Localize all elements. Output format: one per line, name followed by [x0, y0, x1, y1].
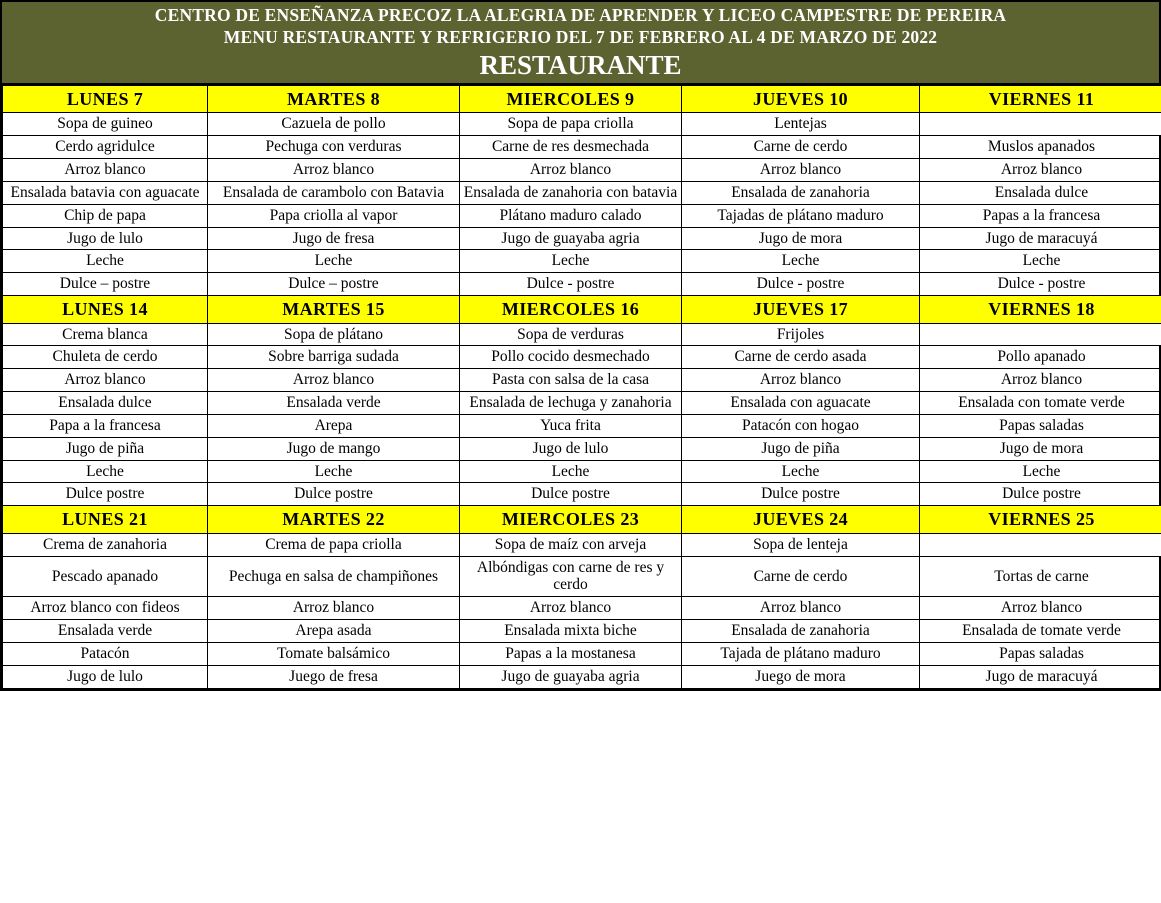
- menu-cell: Sopa de guineo: [3, 113, 208, 136]
- menu-cell: Dulce - postre: [460, 273, 682, 296]
- menu-cell: Papas saladas: [920, 642, 1161, 665]
- menu-cell: Ensalada de zanahoria: [682, 181, 920, 204]
- menu-cell: Tortas de carne: [920, 556, 1161, 597]
- menu-cell: Frijoles: [682, 323, 920, 346]
- menu-table: [2, 85, 1161, 689]
- menu-cell: Cazuela de pollo: [208, 113, 460, 136]
- menu-cell: Jugo de mango: [208, 437, 460, 460]
- menu-cell: Arroz blanco: [208, 369, 460, 392]
- menu-cell: Patacón con hogao: [682, 414, 920, 437]
- menu-cell: Papa a la francesa: [3, 414, 208, 437]
- menu-cell: Sobre barriga sudada: [208, 346, 460, 369]
- menu-cell: Tajada de plátano maduro: [682, 642, 920, 665]
- table-row: [3, 369, 1161, 392]
- menu-cell: Dulce – postre: [3, 273, 208, 296]
- day-header-cell: JUEVES 10: [682, 85, 920, 113]
- menu-cell: Sopa de lenteja: [682, 533, 920, 556]
- menu-cell: Jugo de lulo: [460, 437, 682, 460]
- day-header-cell: LUNES 14: [3, 295, 208, 323]
- header-institution-line: CENTRO DE ENSEÑANZA PRECOZ LA ALEGRIA DE APRENDER Y LICEO CAMPESTRE DE PEREIRA: [154, 5, 1007, 25]
- table-row: [3, 346, 1161, 369]
- menu-cell: Pollo cocido desmechado: [460, 346, 682, 369]
- menu-cell: Yuca frita: [460, 414, 682, 437]
- menu-cell: Leche: [682, 250, 920, 273]
- menu-cell: Arroz blanco con fideos: [3, 597, 208, 620]
- menu-cell: Papa criolla al vapor: [208, 204, 460, 227]
- menu-cell: Ensalada verde: [3, 620, 208, 643]
- menu-cell: Ensalada batavia con aguacate: [3, 181, 208, 204]
- menu-cell: Dulce postre: [920, 483, 1161, 506]
- menu-cell: Pasta con salsa de la casa: [460, 369, 682, 392]
- day-header-cell: LUNES 21: [3, 506, 208, 534]
- day-header-cell: MIERCOLES 9: [460, 85, 682, 113]
- menu-cell: Pechuga con verduras: [208, 136, 460, 159]
- menu-cell: Ensalada con aguacate: [682, 392, 920, 415]
- table-row: [3, 273, 1161, 296]
- menu-cell: Leche: [460, 250, 682, 273]
- menu-cell: Dulce postre: [460, 483, 682, 506]
- menu-cell: Arroz blanco: [3, 159, 208, 182]
- document-header: [0, 0, 1161, 85]
- menu-cell: Ensalada de zanahoria con batavia: [460, 181, 682, 204]
- menu-cell: Jugo de fresa: [208, 227, 460, 250]
- menu-cell: Dulce postre: [682, 483, 920, 506]
- menu-cell: Papas a la mostanesa: [460, 642, 682, 665]
- day-header-cell: MARTES 22: [208, 506, 460, 534]
- menu-cell: Tajadas de plátano maduro: [682, 204, 920, 227]
- menu-cell: Dulce postre: [208, 483, 460, 506]
- menu-cell: Ensalada verde: [208, 392, 460, 415]
- menu-cell: Jugo de mora: [682, 227, 920, 250]
- menu-cell: Leche: [682, 460, 920, 483]
- menu-cell: Patacón: [3, 642, 208, 665]
- table-row: [3, 556, 1161, 597]
- menu-cell: Sopa de papa criolla: [460, 113, 682, 136]
- menu-cell: Leche: [920, 460, 1161, 483]
- table-row: [3, 620, 1161, 643]
- menu-cell: Cerdo agridulce: [3, 136, 208, 159]
- menu-cell: Sopa de plátano: [208, 323, 460, 346]
- menu-cell: Dulce – postre: [208, 273, 460, 296]
- header-section-title: RESTAURANTE: [479, 49, 682, 80]
- menu-cell: Pescado apanado: [3, 556, 208, 597]
- day-header-cell: LUNES 7: [3, 85, 208, 113]
- menu-cell: Ensalada dulce: [920, 181, 1161, 204]
- menu-cell: Chip de papa: [3, 204, 208, 227]
- table-row: [3, 642, 1161, 665]
- menu-cell: Juego de mora: [682, 665, 920, 688]
- table-row: [3, 159, 1161, 182]
- menu-cell: Carne de cerdo: [682, 136, 920, 159]
- table-row: [3, 665, 1161, 688]
- menu-cell: Leche: [920, 250, 1161, 273]
- day-header-cell: MIERCOLES 16: [460, 295, 682, 323]
- day-header-cell: MARTES 15: [208, 295, 460, 323]
- menu-cell: [920, 323, 1161, 346]
- table-row-days: [3, 506, 1161, 534]
- menu-cell: Lentejas: [682, 113, 920, 136]
- menu-cell: Dulce - postre: [920, 273, 1161, 296]
- table-row-days: [3, 295, 1161, 323]
- menu-cell: [920, 533, 1161, 556]
- menu-cell: Arroz blanco: [682, 369, 920, 392]
- menu-cell: Jugo de guayaba agria: [460, 665, 682, 688]
- day-header-cell: MIERCOLES 23: [460, 506, 682, 534]
- table-row: [3, 597, 1161, 620]
- menu-cell: Arroz blanco: [682, 597, 920, 620]
- menu-cell: Arroz blanco: [460, 597, 682, 620]
- menu-cell: Muslos apanados: [920, 136, 1161, 159]
- menu-cell: Pollo apanado: [920, 346, 1161, 369]
- menu-cell: Arepa: [208, 414, 460, 437]
- menu-cell: Plátano maduro calado: [460, 204, 682, 227]
- menu-cell: Ensalada de tomate verde: [920, 620, 1161, 643]
- day-header-cell: JUEVES 24: [682, 506, 920, 534]
- menu-cell: Carne de cerdo: [682, 556, 920, 597]
- menu-table-frame: [0, 85, 1161, 691]
- menu-cell: Leche: [3, 460, 208, 483]
- menu-cell: Carne de cerdo asada: [682, 346, 920, 369]
- menu-cell: Jugo de piña: [682, 437, 920, 460]
- menu-cell: Ensalada de lechuga y zanahoria: [460, 392, 682, 415]
- menu-cell: Pechuga en salsa de champiñones: [208, 556, 460, 597]
- day-header-cell: JUEVES 17: [682, 295, 920, 323]
- day-header-cell: MARTES 8: [208, 85, 460, 113]
- menu-cell: Jugo de guayaba agria: [460, 227, 682, 250]
- menu-cell: [920, 113, 1161, 136]
- menu-cell: Dulce postre: [3, 483, 208, 506]
- menu-cell: Tomate balsámico: [208, 642, 460, 665]
- menu-cell: Jugo de mora: [920, 437, 1161, 460]
- menu-cell: Sopa de verduras: [460, 323, 682, 346]
- menu-cell: Ensalada mixta biche: [460, 620, 682, 643]
- table-row: [3, 250, 1161, 273]
- menu-cell: Arroz blanco: [460, 159, 682, 182]
- menu-cell: Arroz blanco: [920, 597, 1161, 620]
- menu-cell: Ensalada de zanahoria: [682, 620, 920, 643]
- day-header-cell: VIERNES 25: [920, 506, 1161, 534]
- menu-cell: Dulce - postre: [682, 273, 920, 296]
- table-row: [3, 136, 1161, 159]
- table-row: [3, 483, 1161, 506]
- menu-cell: Jugo de lulo: [3, 665, 208, 688]
- day-header-cell: VIERNES 11: [920, 85, 1161, 113]
- day-header-cell: VIERNES 18: [920, 295, 1161, 323]
- menu-cell: Arroz blanco: [208, 159, 460, 182]
- menu-cell: Ensalada de carambolo con Batavia: [208, 181, 460, 204]
- table-row: [3, 323, 1161, 346]
- menu-cell: Sopa de maíz con arveja: [460, 533, 682, 556]
- menu-cell: Carne de res desmechada: [460, 136, 682, 159]
- menu-cell: Chuleta de cerdo: [3, 346, 208, 369]
- table-row-days: [3, 85, 1161, 113]
- menu-cell: Ensalada dulce: [3, 392, 208, 415]
- menu-cell: Leche: [208, 250, 460, 273]
- menu-cell: Jugo de maracuyá: [920, 665, 1161, 688]
- table-row: [3, 392, 1161, 415]
- menu-cell: Crema blanca: [3, 323, 208, 346]
- menu-cell: Arroz blanco: [920, 369, 1161, 392]
- menu-cell: Juego de fresa: [208, 665, 460, 688]
- menu-cell: Arepa asada: [208, 620, 460, 643]
- menu-cell: Arroz blanco: [3, 369, 208, 392]
- header-period-line: MENU RESTAURANTE Y REFRIGERIO DEL 7 DE FEBRERO AL 4 DE MARZO DE 2022: [223, 26, 938, 47]
- menu-cell: Crema de zanahoria: [3, 533, 208, 556]
- table-row: [3, 437, 1161, 460]
- menu-cell: Arroz blanco: [682, 159, 920, 182]
- table-row: [3, 460, 1161, 483]
- menu-cell: Leche: [208, 460, 460, 483]
- menu-cell: Arroz blanco: [920, 159, 1161, 182]
- menu-cell: Jugo de piña: [3, 437, 208, 460]
- table-row: [3, 414, 1161, 437]
- menu-cell: Ensalada con tomate verde: [920, 392, 1161, 415]
- table-row: [3, 533, 1161, 556]
- menu-cell: Jugo de maracuyá: [920, 227, 1161, 250]
- menu-cell: Papas saladas: [920, 414, 1161, 437]
- table-row: [3, 181, 1161, 204]
- menu-cell: Albóndigas con carne de res y cerdo: [460, 556, 682, 597]
- menu-cell: Jugo de lulo: [3, 227, 208, 250]
- table-row: [3, 113, 1161, 136]
- menu-cell: Papas a la francesa: [920, 204, 1161, 227]
- menu-cell: Leche: [460, 460, 682, 483]
- table-row: [3, 204, 1161, 227]
- menu-cell: Arroz blanco: [208, 597, 460, 620]
- menu-cell: Crema de papa criolla: [208, 533, 460, 556]
- menu-cell: Leche: [3, 250, 208, 273]
- table-row: [3, 227, 1161, 250]
